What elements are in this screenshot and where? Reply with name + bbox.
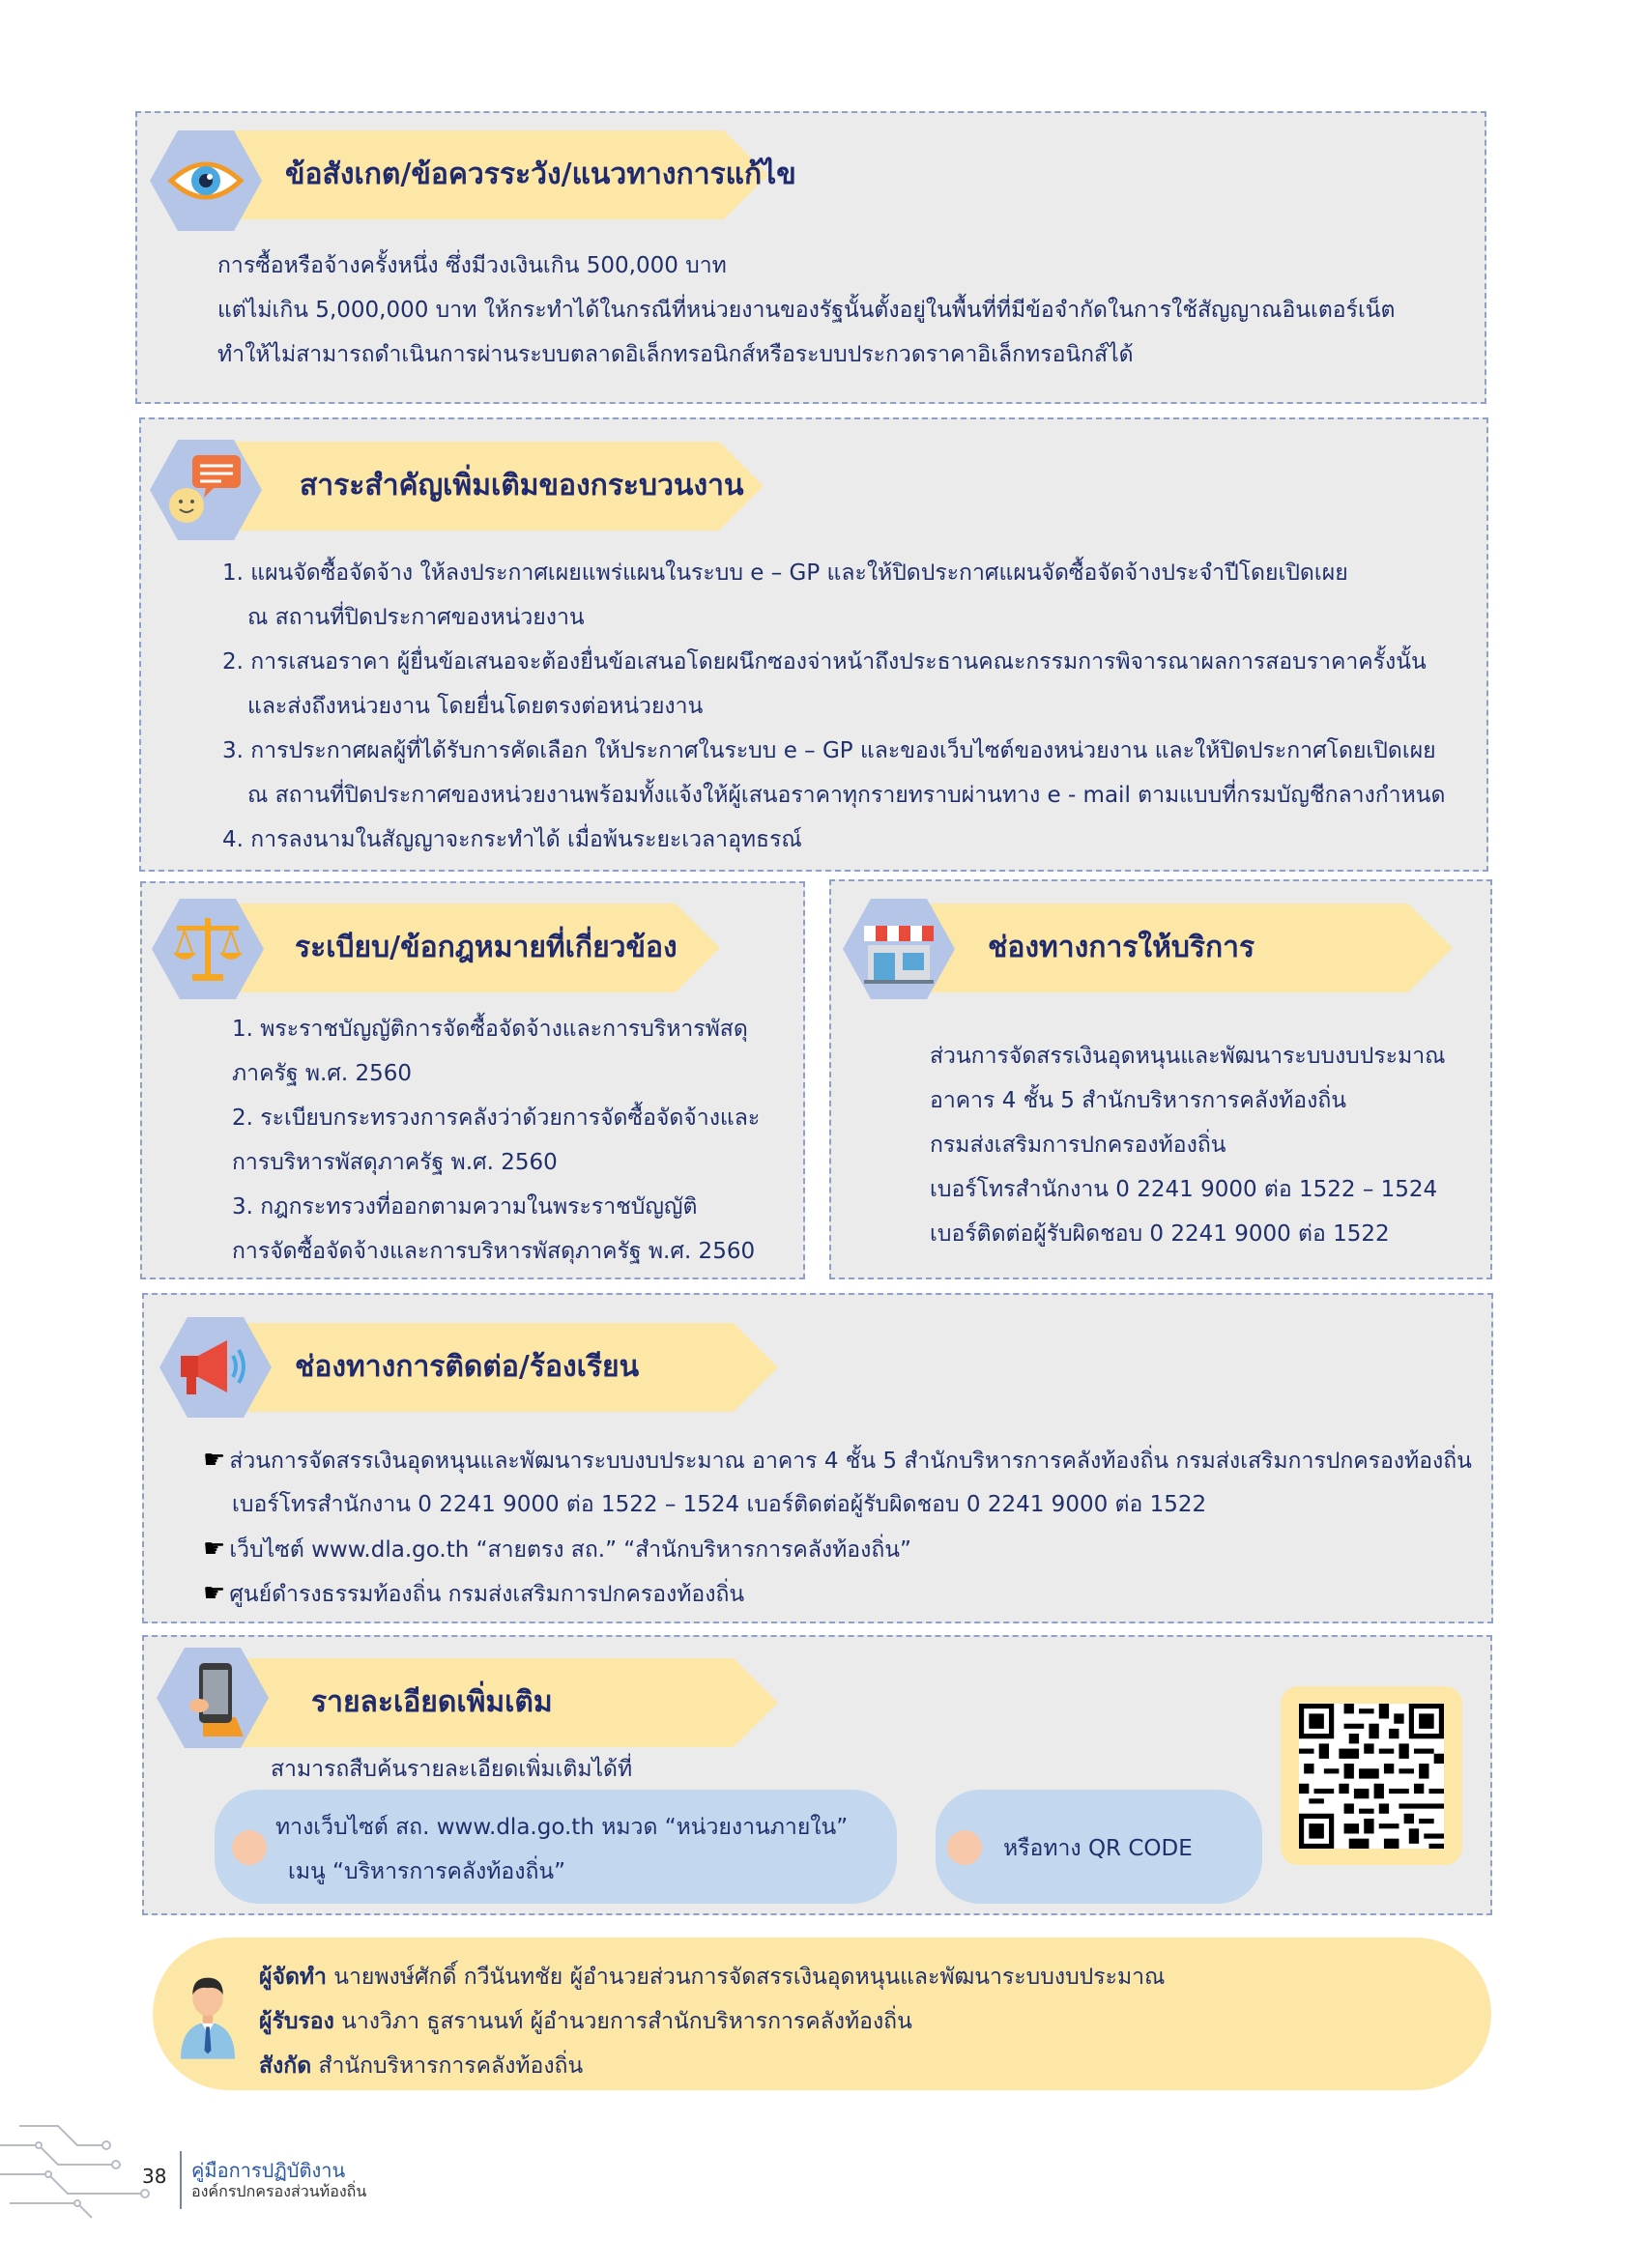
pointing-hand-icon: ☛	[203, 1579, 226, 1608]
megaphone-icon	[177, 1329, 254, 1406]
storefront-icon	[860, 910, 937, 988]
details-web-line-2: เมนู “บริหารการคลังท้องถิ่น”	[288, 1859, 566, 1884]
credits-made	[259, 1955, 1165, 1999]
qr-code-icon[interactable]	[1299, 1704, 1444, 1849]
eye-icon	[167, 142, 245, 219]
essence-line-5: 3. การประกาศผลผู้ที่ได้รับการคัดเลือก ให้ประกาศในระบบ e – GP และของเว็บไซต์ของหน่วยงาน และให้ปิดประกาศโดยเปิดเผย	[222, 738, 1436, 763]
laws-title: ระเบียบ/ข้อกฎหมายที่เกี่ยวข้อง	[295, 931, 678, 964]
contact-line-2: เว็บไซต์ www.dla.go.th “สายตรง สถ.” “สำนักบริหารการคลังท้องถิ่น”	[229, 1537, 911, 1563]
observation-line-2: แต่ไม่เกิน 5,000,000 บาท ให้กระทำได้ในกรณีที่หน่วยงานของรัฐนั้นตั้งอยู่ในพื้นที่ที่มีข้อจำกัดในการใช้สัญญาณอินเตอร์เน็ต	[217, 298, 1396, 323]
service-line-4: เบอร์โทรสำนักงาน 0 2241 9000 ต่อ 1522 – 1524	[930, 1177, 1438, 1202]
essence-line-4: และส่งถึงหน่วยงาน โดยยื่นโดยตรงต่อหน่วยงาน	[247, 694, 704, 719]
observation-line-3: ทำให้ไม่สามารถดำเนินการผ่านระบบตลาดอิเล็กทรอนิกส์หรือระบบประกวดราคาอิเล็กทรอนิกส์ได้	[217, 342, 1134, 367]
website-dot	[232, 1830, 267, 1865]
observation-line-1: การซื้อหรือจ้างครั้งหนึ่ง ซึ่งมีวงเงินเกิน 500,000 บาท	[217, 253, 727, 278]
pointing-hand-icon: ☛	[203, 1535, 226, 1564]
essence-line-7: 4. การลงนามในสัญญาจะกระทำได้ เมื่อพ้นระยะเวลาอุทธรณ์	[222, 827, 802, 852]
speech-bubble-icon	[167, 451, 245, 529]
laws-line-2: ภาครัฐ พ.ศ. 2560	[232, 1061, 413, 1086]
details-title: รายละเอียดเพิ่มเติม	[311, 1685, 553, 1719]
qr-code-frame	[1281, 1686, 1462, 1865]
credits-dept-label: สังกัด	[259, 2053, 312, 2079]
credits-made-value: นายพงษ์ศักดิ์ กวีนันทชัย ผู้อำนวยส่วนการจัดสรรเงินอุดหนุนและพัฒนาระบบงบประมาณ	[333, 1965, 1166, 1990]
qr-dot	[947, 1830, 982, 1865]
laws-line-4: การบริหารพัสดุภาครัฐ พ.ศ. 2560	[232, 1150, 558, 1175]
details-web-line-1: ทางเว็บไซต์ สถ. www.dla.go.th หมวด “หน่วยงานภายใน”	[275, 1815, 849, 1840]
observation-title: ข้อสังเกต/ข้อควรระวัง/แนวทางการแก้ไข	[285, 158, 796, 191]
pointing-hand-icon: ☛	[203, 1446, 226, 1475]
service-line-2: อาคาร 4 ชั้น 5 สำนักบริหารการคลังท้องถิ่น	[930, 1088, 1346, 1113]
essence-line-6: ณ สถานที่ปิดประกาศของหน่วยงานพร้อมทั้งแจ้งให้ผู้เสนอราคาทุกรายทราบผ่านทาง e - mail ตามแบบที่กรมบัญชีกลางกำหนด	[247, 783, 1446, 808]
contact-item-2	[203, 1527, 911, 1572]
essence-line-2: ณ สถานที่ปิดประกาศของหน่วยงาน	[247, 605, 585, 630]
laws-line-5: 3. กฎกระทรวงที่ออกตามความในพระราชบัญญัติ	[232, 1194, 698, 1220]
laws-line-1: 1. พระราชบัญญัติการจัดซื้อจัดจ้างและการบริหารพัสดุ	[232, 1017, 748, 1042]
contact-line-3: ศูนย์ดำรงธรรมท้องถิ่น กรมส่งเสริมการปกครองท้องถิ่น	[229, 1582, 745, 1607]
contact-line-1: ส่วนการจัดสรรเงินอุดหนุนและพัฒนาระบบงบประมาณ อาคาร 4 ชั้น 5 สำนักบริหารการคลังท้องถิ่น กรมส่งเสริมการปกครองท้องถิ่น	[229, 1449, 1472, 1474]
service-title: ช่องทางการให้บริการ	[988, 931, 1255, 964]
contact-item-1	[203, 1438, 1472, 1483]
contact-title: ช่องทางการติดต่อ/ร้องเรียน	[295, 1350, 640, 1384]
service-line-3: กรมส่งเสริมการปกครองท้องถิ่น	[930, 1133, 1226, 1158]
footer-divider	[180, 2151, 182, 2209]
laws-line-6: การจัดซื้อจัดจ้างและการบริหารพัสดุภาครัฐ พ.ศ. 2560	[232, 1239, 756, 1264]
page-number: 38	[142, 2165, 167, 2188]
credits-dept-value: สำนักบริหารการคลังท้องถิ่น	[318, 2053, 584, 2079]
service-line-1: ส่วนการจัดสรรเงินอุดหนุนและพัฒนาระบบงบประมาณ	[930, 1044, 1446, 1069]
essence-line-3: 2. การเสนอราคา ผู้ยื่นข้อเสนอจะต้องยื่นข้อเสนอโดยผนึกซองจ่าหน้าถึงประธานคณะกรรมการพิจารณาผลการสอบราคาครั้งนั้น	[222, 649, 1427, 675]
smartphone-icon	[174, 1659, 251, 1737]
essence-line-1: 1. แผนจัดซื้อจัดจ้าง ให้ลงประกาศเผยแพร่แผนในระบบ e – GP และให้ปิดประกาศแผนจัดซื้อจัดจ้างประจำปีโดยเปิดเผย	[222, 560, 1348, 586]
credits-cert-label: ผู้รับรอง	[259, 2009, 334, 2034]
details-qr-text: หรือทาง QR CODE	[1003, 1836, 1193, 1861]
credits-made-label: ผู้จัดทำ	[259, 1965, 327, 1990]
credits-cert	[259, 1999, 912, 2044]
credits-cert-value: นางวิภา ธูสรานนท์ ผู้อำนวยการสำนักบริหารการคลังท้องถิ่น	[341, 2009, 912, 2034]
footer-org-name: องค์กรปกครองส่วนท้องถิ่น	[191, 2182, 367, 2200]
scales-icon	[169, 910, 246, 988]
person-avatar-icon	[174, 1962, 242, 2063]
contact-line-1b: เบอร์โทรสำนักงาน 0 2241 9000 ต่อ 1522 – 1524 เบอร์ติดต่อผู้รับผิดชอบ 0 2241 9000 ต่อ 1522	[232, 1492, 1207, 1517]
laws-line-3: 2. ระเบียบกระทรวงการคลังว่าด้วยการจัดซื้อจัดจ้างและ	[232, 1105, 761, 1131]
details-intro: สามารถสืบค้นรายละเอียดเพิ่มเติมได้ที่	[271, 1757, 633, 1782]
footer-manual-title: คู่มือการปฏิบัติงาน	[191, 2159, 346, 2182]
essence-title: สาระสำคัญเพิ่มเติมของกระบวนงาน	[300, 469, 744, 502]
contact-item-3	[203, 1571, 744, 1617]
credits-dept	[259, 2044, 583, 2088]
service-line-5: เบอร์ติดต่อผู้รับผิดชอบ 0 2241 9000 ต่อ 1522	[930, 1221, 1390, 1247]
